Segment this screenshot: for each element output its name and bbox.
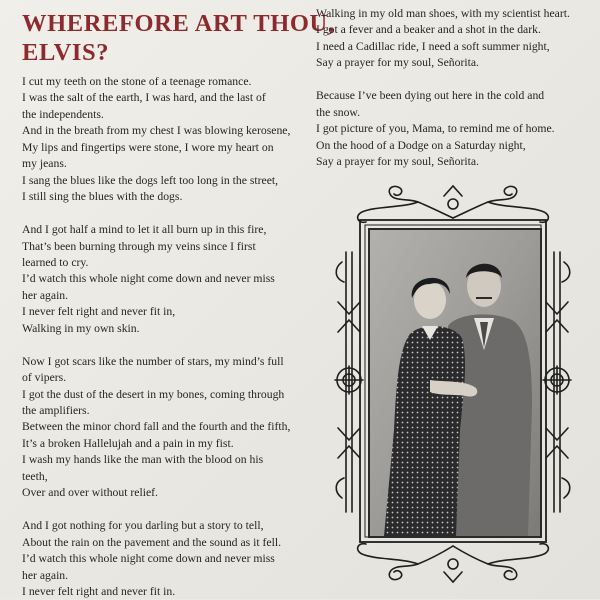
song-title <box>22 9 335 67</box>
lyric-line: And in the breath from my chest I was blowing kerosene, <box>22 124 291 138</box>
lyric-line: I got a fever and a beaker and a shot in the dark. <box>316 23 541 37</box>
left-stanza-2 <box>22 222 312 337</box>
lyric-line: I’d watch this whole night come down and never miss <box>22 272 275 286</box>
lyric-line: her again. <box>22 288 69 302</box>
lyric-line: I never felt right and never fit in. <box>22 585 176 598</box>
lyric-line: I wash my hands like the man with the blood on his <box>22 453 264 467</box>
left-stanza-4 <box>22 518 312 600</box>
lyric-line: her again. <box>22 568 69 582</box>
lyric-line: And I got nothing for you darling but a story to tell, <box>22 519 264 533</box>
lyric-line: And I got half a mind to let it all burn up in this fire, <box>22 223 267 237</box>
lyrics-right-column <box>316 6 598 171</box>
lyric-line: I cut my teeth on the stone of a teenage romance. <box>22 75 252 88</box>
lyric-line: my jeans. <box>22 157 67 171</box>
lyric-line: Walking in my own skin. <box>22 321 140 335</box>
lyric-line: I got the dust of the desert in my bones, coming through <box>22 387 285 401</box>
lyric-line: On the hood of a Dodge on a Saturday night, <box>316 138 526 152</box>
lyric-line: About the rain on the pavement and the sound as it fell. <box>22 535 282 549</box>
left-stanza-3 <box>22 354 312 502</box>
lyric-line: I sang the blues like the dogs left too long in the street, <box>22 173 279 187</box>
lyric-line: Between the minor chord fall and the fourth and the fifth, <box>22 420 291 434</box>
lyric-line: Over and over without relief. <box>22 486 158 500</box>
lyric-line: I still sing the blues with the dogs. <box>22 190 183 204</box>
lyric-line: of vipers. <box>22 371 67 385</box>
song-title-line-1: WHEREFORE ART THOU, <box>22 10 335 37</box>
lyric-line: the amplifiers. <box>22 404 90 418</box>
lyric-line: I need a Cadillac ride, I need a soft summer night, <box>316 39 550 53</box>
lyric-line: the independents. <box>22 107 104 121</box>
lyric-line: Now I got scars like the number of stars, my mind’s full <box>22 354 284 368</box>
lyric-line: Walking in my old man shoes, with my scientist heart. <box>316 7 570 20</box>
lyric-line: Say a prayer for my soul, Señorita. <box>316 155 479 169</box>
lyric-line: I’d watch this whole night come down and never miss <box>22 552 275 566</box>
right-stanza-1 <box>316 6 598 72</box>
lyric-line: I never felt right and never fit in, <box>22 305 176 319</box>
lyric-line: Say a prayer for my soul, Señorita. <box>316 56 479 70</box>
right-stanza-2 <box>316 88 598 170</box>
lyric-line: Because I’ve been dying out here in the cold and <box>316 89 545 103</box>
lyric-line: My lips and fingertips were stone, I wore my heart on <box>22 140 274 154</box>
left-stanza-1 <box>22 74 312 206</box>
lyric-line: the snow. <box>316 105 361 119</box>
lyric-line: I got picture of you, Mama, to remind me of home. <box>316 122 555 136</box>
lyric-line: That’s been burning through my veins since I first <box>22 239 256 253</box>
song-title-line-2: ELVIS? <box>22 39 110 66</box>
lyrics-left-column <box>22 74 312 600</box>
vintage-couple-photograph-icon <box>370 230 540 536</box>
ornate-frame <box>332 182 574 586</box>
vintage-photograph <box>368 228 542 538</box>
lyric-line: teeth, <box>22 469 48 483</box>
lyric-line: I was the salt of the earth, I was hard, and the last of <box>22 91 266 105</box>
lyric-line: learned to cry. <box>22 255 89 269</box>
lyric-line: It’s a broken Hallelujah and a pain in my fist. <box>22 436 234 450</box>
